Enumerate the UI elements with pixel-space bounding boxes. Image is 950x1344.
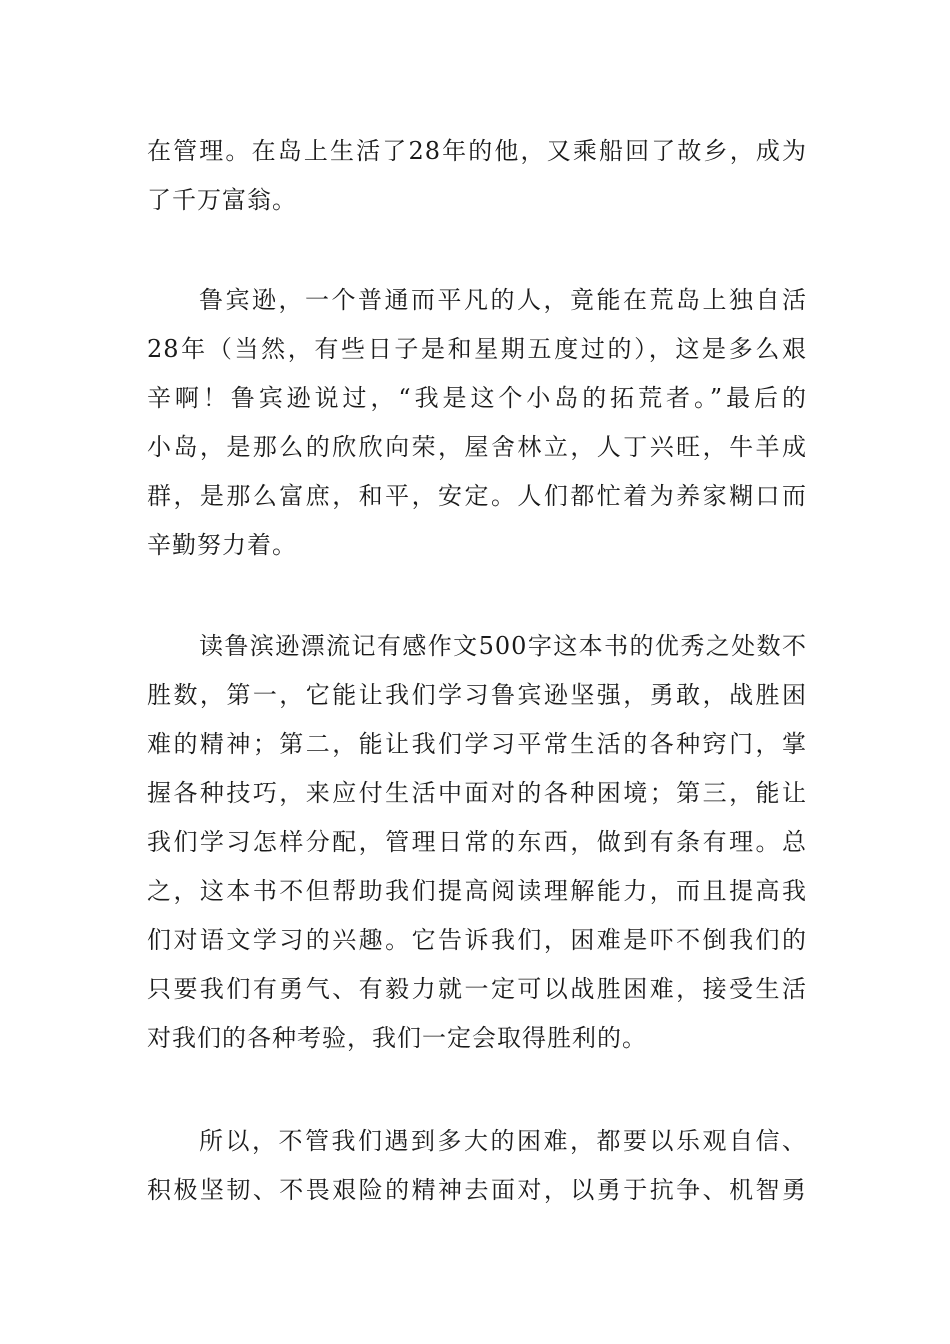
text-line: 只要我们有勇气、有毅力就一定可以战胜困难，接受生活 <box>147 975 807 1003</box>
text-line: 小岛，是那么的欣欣向荣，屋舍林立，人丁兴旺，牛羊成 <box>147 433 807 461</box>
paragraph <box>147 276 807 570</box>
paragraph <box>147 622 807 1063</box>
text-line: 握各种技巧，来应付生活中面对的各种困境；第三，能让 <box>147 779 807 807</box>
text-line: 难的精神；第二，能让我们学习平常生活的各种窍门，掌 <box>147 730 807 758</box>
text-line: 所以，不管我们遇到多大的困难，都要以乐观自信、 <box>199 1127 807 1155</box>
text-line: 28年（当然，有些日子是和星期五度过的），这是多么艰 <box>147 335 807 363</box>
paragraph <box>147 1117 807 1215</box>
text-line: 读鲁滨逊漂流记有感作文500字这本书的优秀之处数不 <box>199 632 807 660</box>
text-line: 辛勤努力着。 <box>147 531 297 559</box>
text-line: 胜数，第一，它能让我们学习鲁宾逊坚强，勇敢，战胜困 <box>147 681 807 709</box>
text-line: 们对语文学习的兴趣。它告诉我们，困难是吓不倒我们的 <box>147 926 807 954</box>
text-line: 积极坚韧、不畏艰险的精神去面对，以勇于抗争、机智勇 <box>147 1176 807 1204</box>
text-line: 辛啊！鲁宾逊说过，“我是这个小岛的拓荒者。”最后的 <box>147 384 807 412</box>
text-line: 鲁宾逊，一个普通而平凡的人，竟能在荒岛上独自活 <box>199 286 807 314</box>
text-line: 了千万富翁。 <box>147 186 297 214</box>
text-line: 在管理。在岛上生活了28年的他，又乘船回了故乡，成为 <box>147 137 807 165</box>
text-line: 之，这本书不但帮助我们提高阅读理解能力，而且提高我 <box>147 877 807 905</box>
text-line: 我们学习怎样分配，管理日常的东西，做到有条有理。总 <box>147 828 807 856</box>
paragraph <box>147 127 807 225</box>
text-line: 对我们的各种考验，我们一定会取得胜利的。 <box>147 1024 647 1052</box>
text-line: 群，是那么富庶，和平，安定。人们都忙着为养家糊口而 <box>147 482 807 510</box>
